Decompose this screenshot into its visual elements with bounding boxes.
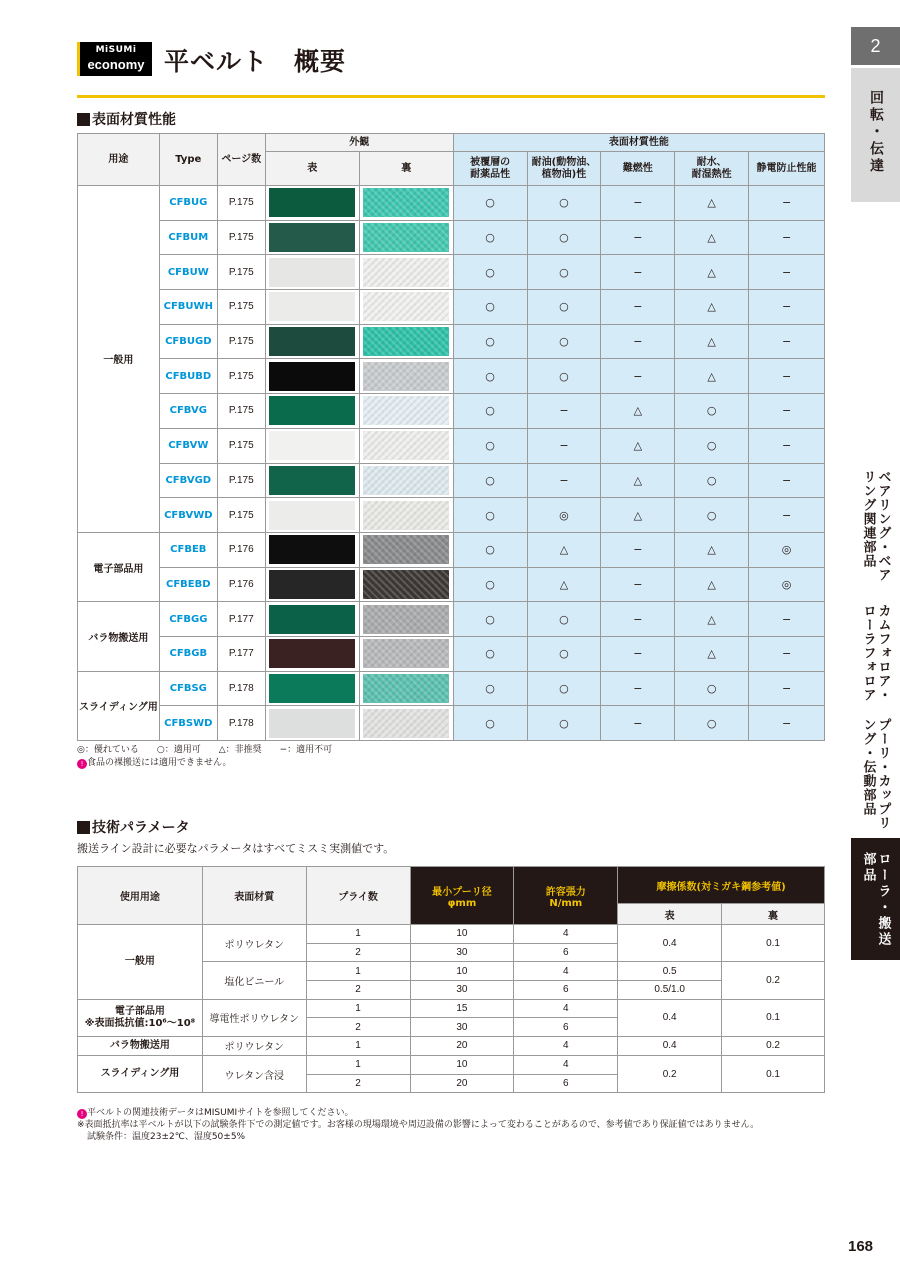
tension: 4 xyxy=(514,999,618,1018)
header-material: 表面材質 xyxy=(202,867,306,925)
performance-value: − xyxy=(527,428,601,463)
performance-value: ○ xyxy=(527,671,601,706)
performance-value: ○ xyxy=(675,428,749,463)
back-swatch xyxy=(363,639,449,668)
header-surface-performance: 表面材質性能 xyxy=(453,134,824,152)
front-swatch xyxy=(269,674,355,703)
misumi-economy-logo xyxy=(77,42,152,76)
back-swatch xyxy=(363,605,449,634)
material-pu: ポリウレタン xyxy=(202,925,306,962)
friction-back: 0.1 xyxy=(722,999,825,1036)
performance-value: △ xyxy=(675,532,749,567)
performance-value: △ xyxy=(601,498,675,533)
front-swatch xyxy=(269,605,355,634)
performance-value: − xyxy=(749,394,825,429)
back-swatch xyxy=(363,570,449,599)
back-swatch-cell xyxy=(359,636,453,671)
legend-symbols: ◎：優れている ○：適用可 △：非推奨 −：適用不可 xyxy=(77,745,333,755)
section-heading-surface: 表面材質性能 xyxy=(77,109,176,129)
side-tab-cam-follower[interactable] xyxy=(851,600,900,704)
friction-back: 0.1 xyxy=(722,1055,825,1092)
front-swatch-cell xyxy=(265,706,359,741)
page-ref: P.176 xyxy=(217,532,265,567)
performance-value: ○ xyxy=(527,220,601,255)
header-ply: プライ数 xyxy=(306,867,410,925)
performance-value: ◎ xyxy=(749,567,825,602)
page-ref: P.175 xyxy=(217,463,265,498)
belt-type-link[interactable]: CFBUM xyxy=(159,220,217,255)
page-number: 168 xyxy=(848,1238,874,1255)
ply: 1 xyxy=(306,1055,410,1074)
performance-value: ○ xyxy=(453,290,527,325)
header-front: 表 xyxy=(265,152,359,186)
performance-value: − xyxy=(749,602,825,637)
legend-food-note: 食品の裸搬送には適用できません。 xyxy=(87,758,232,768)
performance-value: − xyxy=(749,498,825,533)
belt-row xyxy=(78,602,825,637)
legend xyxy=(77,744,332,770)
belt-row xyxy=(78,671,825,706)
performance-value: − xyxy=(749,428,825,463)
performance-value: − xyxy=(527,463,601,498)
caution-pin-icon: ! xyxy=(77,759,87,769)
belt-type-link[interactable]: CFBSWD xyxy=(159,706,217,741)
belt-row xyxy=(78,255,825,290)
front-swatch-cell xyxy=(265,532,359,567)
front-swatch xyxy=(269,570,355,599)
page-ref: P.177 xyxy=(217,602,265,637)
performance-value: ◎ xyxy=(527,498,601,533)
pulley: 30 xyxy=(410,1018,514,1037)
belt-type-link[interactable]: CFBVW xyxy=(159,428,217,463)
chapter-number-tab[interactable]: 2 xyxy=(851,27,900,65)
belt-type-link[interactable]: CFBUG xyxy=(159,186,217,221)
ply: 1 xyxy=(306,999,410,1018)
performance-value: ○ xyxy=(453,498,527,533)
performance-value: △ xyxy=(601,394,675,429)
ply: 2 xyxy=(306,943,410,962)
performance-value: ○ xyxy=(453,602,527,637)
page-ref: P.175 xyxy=(217,498,265,533)
pulley: 10 xyxy=(410,1055,514,1074)
tension: 6 xyxy=(514,981,618,1000)
front-swatch xyxy=(269,501,355,530)
front-swatch xyxy=(269,292,355,321)
performance-value: △ xyxy=(675,324,749,359)
performance-value: △ xyxy=(601,428,675,463)
back-swatch xyxy=(363,535,449,564)
page-ref: P.175 xyxy=(217,324,265,359)
back-swatch-cell xyxy=(359,463,453,498)
back-swatch-cell xyxy=(359,324,453,359)
back-swatch xyxy=(363,223,449,252)
performance-value: ○ xyxy=(527,602,601,637)
friction-front: 0.2 xyxy=(618,1055,722,1092)
back-swatch xyxy=(363,709,449,738)
side-tab-label: プーリ・カップリング・伝動部品 xyxy=(860,718,891,830)
header-friction-back: 裏 xyxy=(722,904,825,925)
performance-value: − xyxy=(749,255,825,290)
back-swatch-cell xyxy=(359,706,453,741)
chapter-title-tab[interactable] xyxy=(851,68,900,202)
back-swatch-cell xyxy=(359,567,453,602)
header-friction-front: 表 xyxy=(618,904,722,925)
front-swatch-cell xyxy=(265,394,359,429)
belt-row xyxy=(78,324,825,359)
back-swatch xyxy=(363,327,449,356)
front-swatch-cell xyxy=(265,428,359,463)
page-title: 平ベルト 概要 xyxy=(164,47,347,76)
belt-type-link[interactable]: CFBUWH xyxy=(159,290,217,325)
front-swatch-cell xyxy=(265,602,359,637)
performance-value: ○ xyxy=(675,671,749,706)
performance-value: ○ xyxy=(453,671,527,706)
belt-row xyxy=(78,186,825,221)
back-swatch-cell xyxy=(359,498,453,533)
performance-value: ○ xyxy=(675,706,749,741)
belt-type-link[interactable]: CFBUW xyxy=(159,255,217,290)
page-ref: P.175 xyxy=(217,220,265,255)
belt-row xyxy=(78,359,825,394)
friction-back: 0.2 xyxy=(722,962,825,999)
belt-row xyxy=(78,532,825,567)
pulley: 20 xyxy=(410,1074,514,1093)
back-swatch xyxy=(363,466,449,495)
friction-back: 0.2 xyxy=(722,1037,825,1056)
performance-value: − xyxy=(749,463,825,498)
material-pu: ポリウレタン xyxy=(202,1037,306,1056)
back-swatch-cell xyxy=(359,220,453,255)
performance-value: ○ xyxy=(675,394,749,429)
use-bulk: バラ物搬送用 xyxy=(78,1037,203,1056)
belt-type-link[interactable]: CFBUBD xyxy=(159,359,217,394)
front-swatch-cell xyxy=(265,220,359,255)
front-swatch xyxy=(269,327,355,356)
belt-row xyxy=(78,463,825,498)
header-min-pulley: 最小プーリ径 φmm xyxy=(410,867,514,925)
performance-value: ◎ xyxy=(749,532,825,567)
front-swatch-cell xyxy=(265,290,359,325)
performance-value: − xyxy=(601,220,675,255)
ply: 2 xyxy=(306,1018,410,1037)
tension: 4 xyxy=(514,1037,618,1056)
caution-pin-icon: ! xyxy=(77,1109,87,1119)
belt-type-link[interactable]: CFBUGD xyxy=(159,324,217,359)
performance-value: − xyxy=(749,290,825,325)
back-swatch-cell xyxy=(359,394,453,429)
page-ref: P.175 xyxy=(217,186,265,221)
ply: 2 xyxy=(306,981,410,1000)
front-swatch xyxy=(269,709,355,738)
ply: 1 xyxy=(306,1037,410,1056)
surface-performance-table xyxy=(77,133,825,741)
page-ref: P.177 xyxy=(217,636,265,671)
performance-value: △ xyxy=(675,567,749,602)
belt-type-link[interactable]: CFBGB xyxy=(159,636,217,671)
front-swatch-cell xyxy=(265,324,359,359)
performance-value: ○ xyxy=(453,324,527,359)
performance-value: △ xyxy=(675,255,749,290)
header-tension: 許容張力 N/mm xyxy=(514,867,618,925)
performance-value: ○ xyxy=(527,324,601,359)
header-type: Type xyxy=(159,134,217,186)
front-swatch-cell xyxy=(265,567,359,602)
friction-front: 0.5/1.0 xyxy=(618,981,722,1000)
front-swatch xyxy=(269,639,355,668)
performance-value: − xyxy=(601,602,675,637)
header-flame-retardant: 難燃性 xyxy=(601,152,675,186)
belt-type-link[interactable]: CFBEBD xyxy=(159,567,217,602)
belt-type-link[interactable]: CFBSG xyxy=(159,671,217,706)
performance-value: ○ xyxy=(453,463,527,498)
back-swatch xyxy=(363,292,449,321)
back-swatch-cell xyxy=(359,671,453,706)
performance-value: − xyxy=(601,255,675,290)
use-category: スライディング用 xyxy=(78,671,160,740)
back-swatch xyxy=(363,431,449,460)
page-ref: P.175 xyxy=(217,290,265,325)
performance-value: ○ xyxy=(527,290,601,325)
material-urethane: ウレタン含浸 xyxy=(202,1055,306,1092)
page-ref: P.175 xyxy=(217,428,265,463)
performance-value: − xyxy=(601,186,675,221)
use-category: 電子部品用 xyxy=(78,532,160,601)
note-test-condition: 試験条件：温度23±2℃、湿度50±5% xyxy=(87,1132,246,1142)
belt-row xyxy=(78,428,825,463)
performance-value: △ xyxy=(675,290,749,325)
back-swatch xyxy=(363,501,449,530)
belt-type-link[interactable]: CFBGG xyxy=(159,602,217,637)
front-swatch-cell xyxy=(265,498,359,533)
performance-value: − xyxy=(601,671,675,706)
footnotes xyxy=(77,1107,759,1143)
performance-value: − xyxy=(601,532,675,567)
header-usage: 使用用途 xyxy=(78,867,203,925)
note-technical-data: 平ベルトの関連技術データはMISUMIサイトを参照してください。 xyxy=(87,1108,354,1118)
friction-back: 0.1 xyxy=(722,925,825,962)
page-ref: P.175 xyxy=(217,394,265,429)
performance-value: △ xyxy=(675,186,749,221)
performance-value: − xyxy=(601,636,675,671)
belt-row xyxy=(78,636,825,671)
pulley: 10 xyxy=(410,962,514,981)
pulley: 10 xyxy=(410,925,514,944)
performance-value: △ xyxy=(527,532,601,567)
performance-value: ○ xyxy=(675,463,749,498)
ply: 2 xyxy=(306,1074,410,1093)
back-swatch xyxy=(363,674,449,703)
header-chemical-resistance: 被覆層の 耐薬品性 xyxy=(453,152,527,186)
belt-type-link[interactable]: CFBEB xyxy=(159,532,217,567)
performance-value: − xyxy=(601,290,675,325)
performance-value: − xyxy=(749,220,825,255)
header-water-resistance: 耐水、 耐湿熱性 xyxy=(675,152,749,186)
chapter-title: 回転・伝達 xyxy=(868,90,884,175)
back-swatch-cell xyxy=(359,532,453,567)
friction-front: 0.4 xyxy=(618,999,722,1036)
tension: 4 xyxy=(514,925,618,944)
side-tab-label: カムフォロア・ローラフォロア xyxy=(860,604,891,702)
front-swatch xyxy=(269,188,355,217)
front-swatch-cell xyxy=(265,671,359,706)
performance-value: ○ xyxy=(453,220,527,255)
header-antistatic: 静電防止性能 xyxy=(749,152,825,186)
performance-value: △ xyxy=(675,359,749,394)
use-general: 一般用 xyxy=(78,925,203,1000)
back-swatch-cell xyxy=(359,428,453,463)
performance-value: ○ xyxy=(453,532,527,567)
belt-row xyxy=(78,290,825,325)
logo-line: economy xyxy=(87,57,145,72)
use-electronic: 電子部品用 ※表面抵抗値:10⁶〜10⁸ xyxy=(78,999,203,1036)
performance-value: ○ xyxy=(453,636,527,671)
belt-row xyxy=(78,567,825,602)
front-swatch-cell xyxy=(265,636,359,671)
back-swatch xyxy=(363,362,449,391)
ply: 1 xyxy=(306,925,410,944)
title-divider xyxy=(77,95,825,98)
use-sliding: スライディング用 xyxy=(78,1055,203,1092)
performance-value: △ xyxy=(527,567,601,602)
side-tab-pulley[interactable] xyxy=(851,714,900,830)
side-tab-bearing[interactable] xyxy=(851,466,900,590)
performance-value: ○ xyxy=(453,186,527,221)
performance-value: ○ xyxy=(527,706,601,741)
front-swatch xyxy=(269,431,355,460)
performance-value: − xyxy=(601,567,675,602)
friction-front: 0.5 xyxy=(618,962,722,981)
tension: 4 xyxy=(514,962,618,981)
back-swatch-cell xyxy=(359,602,453,637)
performance-value: ○ xyxy=(675,498,749,533)
friction-front: 0.4 xyxy=(618,1037,722,1056)
ply: 1 xyxy=(306,962,410,981)
back-swatch-cell xyxy=(359,255,453,290)
side-tab-roller-active[interactable] xyxy=(851,838,900,960)
page-ref: P.175 xyxy=(217,255,265,290)
performance-value: − xyxy=(527,394,601,429)
front-swatch-cell xyxy=(265,255,359,290)
front-swatch xyxy=(269,362,355,391)
performance-value: ○ xyxy=(527,186,601,221)
performance-value: △ xyxy=(675,636,749,671)
performance-value: ○ xyxy=(453,706,527,741)
performance-value: ○ xyxy=(453,255,527,290)
belt-type-link[interactable]: CFBVG xyxy=(159,394,217,429)
material-conductive-pu: 導電性ポリウレタン xyxy=(202,999,306,1036)
header-friction: 摩擦係数(対ミガキ鋼参考値) xyxy=(618,867,825,904)
page-ref: P.178 xyxy=(217,671,265,706)
performance-value: ○ xyxy=(453,359,527,394)
performance-value: ○ xyxy=(527,636,601,671)
pulley: 15 xyxy=(410,999,514,1018)
performance-value: − xyxy=(749,636,825,671)
tension: 6 xyxy=(514,1074,618,1093)
note-resistance: ※表面抵抗率は平ベルトが以下の試験条件下での測定値です。お客様の現場環境や周辺設備の影響によって変わることがあるので、参考値であり保証値ではありません。 xyxy=(77,1120,760,1130)
side-tab-label: ベアリング・ベアリング関連部品 xyxy=(860,470,891,582)
front-swatch xyxy=(269,466,355,495)
material-pvc: 塩化ビニール xyxy=(202,962,306,999)
back-swatch-cell xyxy=(359,186,453,221)
use-category: 一般用 xyxy=(78,186,160,533)
section-heading-technical: 技術パラメータ xyxy=(77,817,190,837)
tension: 6 xyxy=(514,943,618,962)
performance-value: − xyxy=(749,186,825,221)
performance-value: ○ xyxy=(527,359,601,394)
tension: 6 xyxy=(514,1018,618,1037)
performance-value: △ xyxy=(601,463,675,498)
header-appearance: 外観 xyxy=(265,134,453,152)
front-swatch xyxy=(269,535,355,564)
front-swatch-cell xyxy=(265,359,359,394)
performance-value: − xyxy=(601,706,675,741)
tension: 4 xyxy=(514,1055,618,1074)
header-back: 裏 xyxy=(359,152,453,186)
performance-value: △ xyxy=(675,602,749,637)
back-swatch-cell xyxy=(359,359,453,394)
pulley: 20 xyxy=(410,1037,514,1056)
front-swatch xyxy=(269,396,355,425)
belt-type-link[interactable]: CFBVGD xyxy=(159,463,217,498)
performance-value: − xyxy=(601,324,675,359)
page-ref: P.178 xyxy=(217,706,265,741)
logo-brand: MiSUMi xyxy=(95,45,137,55)
header-oil-resistance: 耐油(動物油、 植物油)性 xyxy=(527,152,601,186)
page-ref: P.175 xyxy=(217,359,265,394)
pulley: 30 xyxy=(410,981,514,1000)
performance-value: ○ xyxy=(453,394,527,429)
front-swatch-cell xyxy=(265,186,359,221)
performance-value: △ xyxy=(675,220,749,255)
technical-intro: 搬送ライン設計に必要なパラメータはすべてミスミ実測値です。 xyxy=(77,842,395,855)
header-page: ページ数 xyxy=(217,134,265,186)
front-swatch-cell xyxy=(265,463,359,498)
back-swatch xyxy=(363,258,449,287)
performance-value: ○ xyxy=(453,428,527,463)
pulley: 30 xyxy=(410,943,514,962)
back-swatch xyxy=(363,396,449,425)
side-tab-label: ローラ・搬送部品 xyxy=(860,852,891,948)
back-swatch-cell xyxy=(359,290,453,325)
back-swatch xyxy=(363,188,449,217)
front-swatch xyxy=(269,258,355,287)
performance-value: − xyxy=(749,359,825,394)
belt-row xyxy=(78,220,825,255)
use-category: バラ物搬送用 xyxy=(78,602,160,671)
performance-value: − xyxy=(749,324,825,359)
belt-row xyxy=(78,394,825,429)
performance-value: − xyxy=(749,671,825,706)
belt-type-link[interactable]: CFBVWD xyxy=(159,498,217,533)
front-swatch xyxy=(269,223,355,252)
technical-parameter-table xyxy=(77,866,825,1093)
page-ref: P.176 xyxy=(217,567,265,602)
friction-front: 0.4 xyxy=(618,925,722,962)
belt-row xyxy=(78,706,825,741)
header-use: 用途 xyxy=(78,134,160,186)
performance-value: − xyxy=(749,706,825,741)
performance-value: − xyxy=(601,359,675,394)
performance-value: ○ xyxy=(527,255,601,290)
belt-row xyxy=(78,498,825,533)
performance-value: ○ xyxy=(453,567,527,602)
